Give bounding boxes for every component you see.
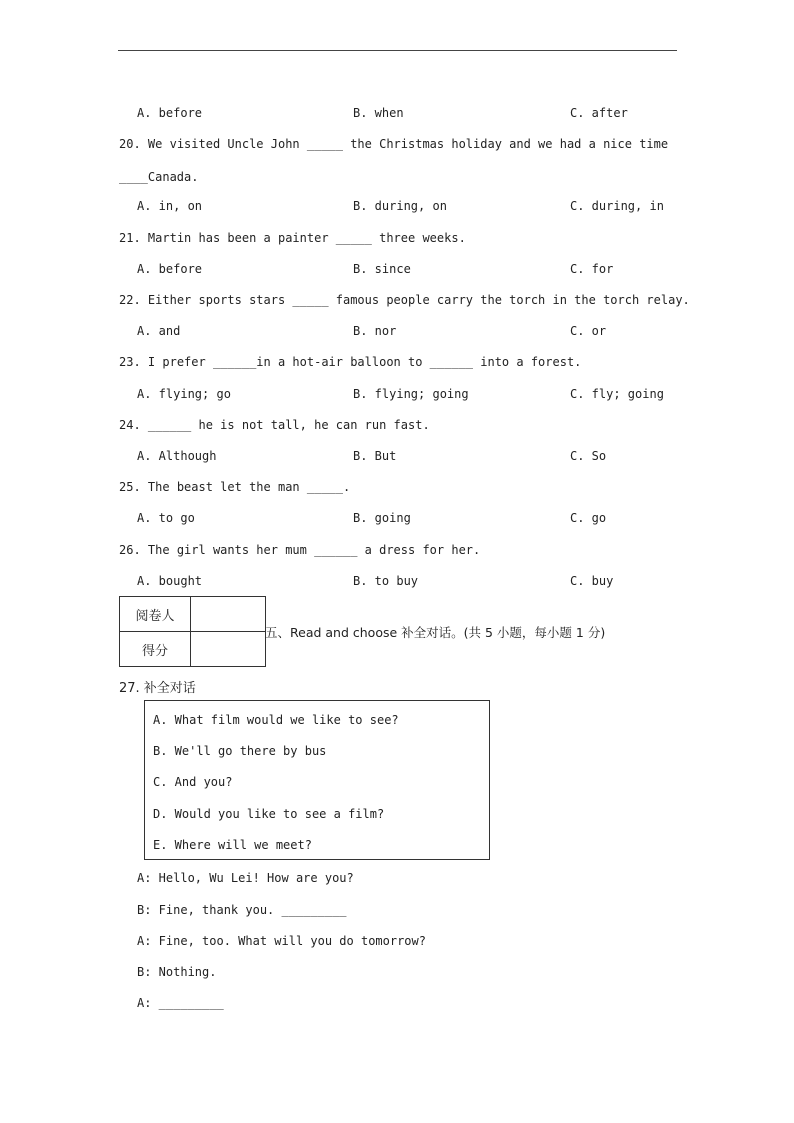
q21-stem: 21. Martin has been a painter _____ three weeks. xyxy=(119,231,466,245)
q26-option-c: C. buy xyxy=(570,574,614,588)
dialogue-line-1: A: Hello, Wu Lei! How are you? xyxy=(137,871,354,885)
q22-stem: 22. Either sports stars _____ famous people carry the torch in the torch relay. xyxy=(119,293,690,307)
q26-option-b: B. to buy xyxy=(353,574,419,588)
q25-option-a: A. to go xyxy=(137,511,195,525)
q24-stem: 24. ______ he is not tall, he can run fast. xyxy=(119,418,430,432)
score-cell xyxy=(191,632,266,667)
q27-title: 27. 补全对话 xyxy=(119,681,196,696)
choice-box xyxy=(144,700,490,860)
choice-e: E. Where will we meet? xyxy=(153,838,312,852)
q22-option-b: B. nor xyxy=(353,324,397,338)
q25-option-c: C. go xyxy=(570,511,607,525)
reviewer-label: 阅卷人 xyxy=(120,597,191,632)
q22-option-a: A. and xyxy=(137,324,181,338)
q20-stem: 20. We visited Uncle John _____ the Christmas holiday and we had a nice time xyxy=(119,137,669,151)
dialogue-line-5: A: _________ xyxy=(137,996,224,1010)
choice-b: B. We'll go there by bus xyxy=(153,744,327,758)
q19-option-a: A. before xyxy=(137,106,203,120)
choice-a: A. What film would we like to see? xyxy=(153,713,399,727)
score-table xyxy=(119,596,266,667)
dialogue-line-2: B: Fine, thank you. _________ xyxy=(137,903,347,917)
q23-option-a: A. flying; go xyxy=(137,387,231,401)
header-rule xyxy=(118,50,677,51)
q23-option-b: B. flying; going xyxy=(353,387,469,401)
q20-option-c: C. during, in xyxy=(570,199,664,213)
q23-option-c: C. fly; going xyxy=(570,387,664,401)
dialogue-line-3: A: Fine, too. What will you do tomorrow? xyxy=(137,934,426,948)
q20-stem-cont: ____Canada. xyxy=(119,170,199,184)
q23-stem: 23. I prefer ______in a hot-air balloon to ______ into a forest. xyxy=(119,355,582,369)
q19-option-b: B. when xyxy=(353,106,404,120)
q26-option-a: A. bought xyxy=(137,574,203,588)
q25-stem: 25. The beast let the man _____. xyxy=(119,480,351,494)
reviewer-cell xyxy=(191,597,266,632)
q21-option-b: B. since xyxy=(353,262,411,276)
q20-option-a: A. in, on xyxy=(137,199,203,213)
q21-option-c: C. for xyxy=(570,262,614,276)
score-label: 得分 xyxy=(120,632,191,667)
q21-option-a: A. before xyxy=(137,262,203,276)
q24-option-b: B. But xyxy=(353,449,397,463)
section-title: 五、Read and choose 补全对话。(共 5 小题，每小题 1 分) xyxy=(265,625,606,640)
dialogue-line-4: B: Nothing. xyxy=(137,965,217,979)
choice-d: D. Would you like to see a film? xyxy=(153,807,385,821)
q20-option-b: B. during, on xyxy=(353,199,447,213)
q19-option-c: C. after xyxy=(570,106,628,120)
q22-option-c: C. or xyxy=(570,324,607,338)
q26-stem: 26. The girl wants her mum ______ a dress for her. xyxy=(119,543,481,557)
q25-option-b: B. going xyxy=(353,511,411,525)
q24-option-a: A. Although xyxy=(137,449,217,463)
q24-option-c: C. So xyxy=(570,449,607,463)
choice-c: C. And you? xyxy=(153,775,233,789)
